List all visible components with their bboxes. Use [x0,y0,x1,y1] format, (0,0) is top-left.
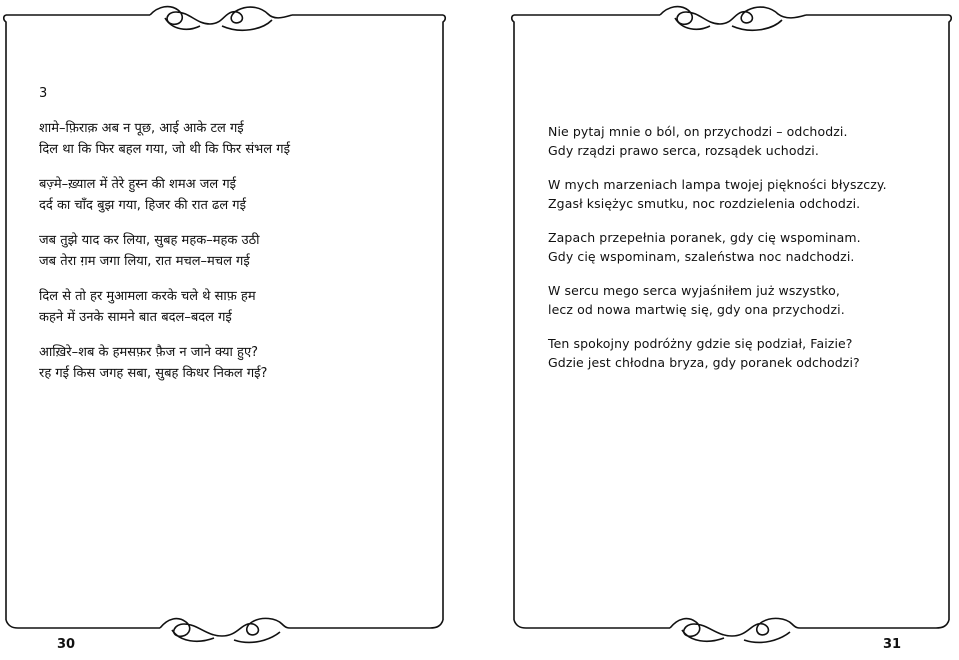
poem-line: बज़्मे–ख़्याल में तेरे हुस्न की शमअ जल गई [39,177,237,192]
poem-line: Zapach przepełnia poranek, gdy cię wspominam. [548,230,861,245]
left-page [39,86,459,399]
poem-line: जब तेरा ग़म जगा लिया, रात मचल–मचल गई [39,253,250,269]
poem-line: lecz od nowa martwię się, gdy ona przychodzi. [548,302,845,317]
poem-line: दिल था कि फिर बहल गया, जो थी कि फिर संभल गई [39,141,290,157]
poem-line: Zgasł księżyc smutku, noc rozdzielenia odchodzi. [548,196,861,211]
hindi-stanza-5 [39,343,459,384]
polish-stanza-2 [548,175,938,213]
poem-line: आख़िरे–शब के हमसफ़र फ़ैज न जाने क्या हुए? [39,345,259,360]
polish-stanza-1 [548,122,938,160]
poem-line: रह गई किस जगह सबा, सुबह किधर निकल गई? [39,365,268,381]
poem-line: W mych marzeniach lampa twojej piękności błyszczy. [548,177,887,192]
poem-line: Gdzie jest chłodna bryza, gdy poranek odchodzi? [548,355,860,370]
poem-line: W sercu mego serca wyjaśniłem już wszystko, [548,283,840,298]
polish-stanza-4 [548,281,938,319]
poem-line: दिल से तो हर मुआमला करके चले थे साफ़ हम [39,289,256,304]
hindi-stanza-2 [39,175,459,216]
page-number-right: 31 [883,637,902,652]
polish-stanza-3 [548,228,938,266]
poem-line: कहने में उनके सामने बात बदल–बदल गई [39,309,232,325]
poem-line: Nie pytaj mnie o ból, on przychodzi – odchodzi. [548,124,848,139]
polish-stanza-5 [548,334,938,372]
poem-line: Ten spokojny podróżny gdzie się podział, Faizie? [548,336,853,351]
hindi-stanza-4 [39,287,459,328]
poem-number: 3 [39,86,48,101]
poem-line: शामे–फ़िराक़ अब न पूछ, आई आके टल गई [39,121,244,136]
page-number-left: 30 [57,637,76,652]
right-page [548,122,938,387]
poem-line: Gdy rządzi prawo serca, rozsądek uchodzi. [548,143,819,158]
poem-line: जब तुझे याद कर लिया, सुबह महक–महक उठी [39,233,260,248]
poem-line: Gdy cię wspominam, szaleństwa noc nadchodzi. [548,249,855,264]
hindi-stanza-1 [39,119,459,160]
poem-line: दर्द का चाँद बुझ गया, हिजर की रात ढल गई [39,197,246,213]
hindi-stanza-3 [39,231,459,272]
